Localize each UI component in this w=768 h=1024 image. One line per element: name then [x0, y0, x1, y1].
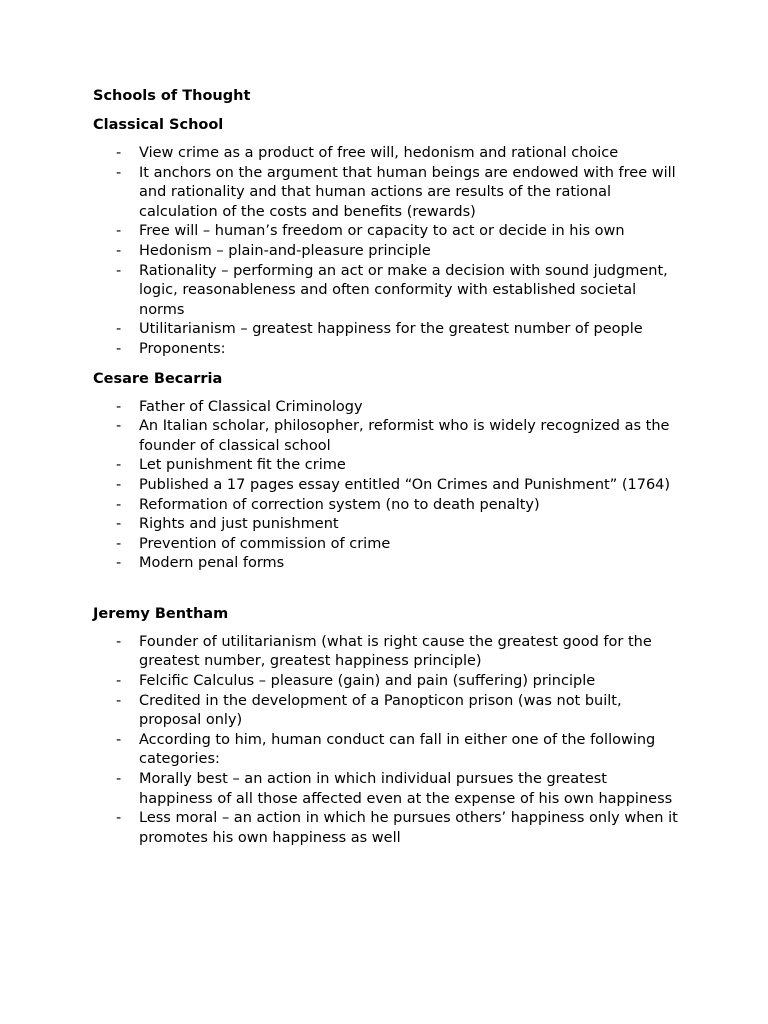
section-heading: Jeremy Bentham — [93, 605, 229, 622]
section-heading: Classical School — [93, 117, 224, 133]
bullet-dash: - — [116, 223, 122, 240]
list-item — [93, 164, 683, 223]
list-item — [93, 476, 683, 496]
bullet-dash: - — [116, 535, 122, 552]
bullet-dash: - — [116, 476, 122, 493]
bullet-dash: - — [116, 321, 122, 338]
list-item — [93, 554, 683, 574]
list-item-text: An Italian scholar, philosopher, reformist who is widely recognized as the founder of classical school — [139, 418, 670, 454]
list-item-text: Proponents: — [139, 340, 226, 357]
list-item — [93, 809, 683, 848]
bullet-dash: - — [116, 496, 122, 513]
list-item — [93, 692, 683, 731]
bullet-dash: - — [116, 164, 122, 181]
list-item-text: Hedonism – plain-and-pleasure principle — [139, 242, 431, 259]
bullet-dash: - — [116, 262, 122, 279]
bullet-dash: - — [116, 516, 122, 533]
list-item — [93, 633, 683, 672]
bullet-list — [93, 144, 683, 360]
list-item-text: Founder of utilitarianism (what is right cause the greatest good for the greatest number, greatest happiness principle) — [139, 633, 652, 670]
list-item-text: Modern penal forms — [139, 555, 285, 572]
bullet-dash: - — [116, 692, 122, 709]
list-item-text: Prevention of commission of crime — [139, 535, 391, 552]
bullet-dash: - — [116, 633, 122, 650]
list-item-text: Rationality – performing an act or make a decision with sound judgment, logic, reasonableness and often conformity with established societal norms — [139, 262, 668, 318]
list-item — [93, 417, 683, 456]
bullet-dash: - — [116, 673, 122, 690]
list-item — [93, 320, 683, 340]
document-title: Schools of Thought — [93, 88, 251, 104]
list-item-text: Published a 17 pages essay entitled “On Crimes and Punishment” (1764) — [139, 476, 671, 493]
list-item-text: Father of Classical Criminology — [139, 398, 363, 415]
list-item — [93, 535, 683, 555]
bullet-dash: - — [116, 810, 122, 827]
document-page — [93, 86, 683, 857]
list-item — [93, 515, 683, 535]
list-item-text: Let punishment fit the crime — [139, 457, 346, 474]
list-item-text: View crime as a product of free will, hedonism and rational choice — [139, 145, 619, 161]
list-item — [93, 770, 683, 809]
list-item — [93, 456, 683, 476]
list-item-text: It anchors on the argument that human beings are endowed with free will and rationality and that human actions are results of the rational calculation of the costs and benefits (rewards) — [139, 164, 676, 220]
list-item — [93, 262, 683, 321]
list-item — [93, 242, 683, 262]
section-classical-school — [93, 115, 683, 360]
bullet-dash: - — [116, 145, 122, 161]
bullet-dash: - — [116, 418, 122, 435]
list-item-text: Reformation of correction system (no to death penalty) — [139, 496, 540, 513]
section-jeremy-bentham — [93, 604, 683, 849]
bullet-dash: - — [116, 398, 122, 415]
bullet-dash: - — [116, 340, 122, 357]
bullet-dash: - — [116, 555, 122, 572]
list-item-text: Credited in the development of a Panopticon prison (was not built, proposal only) — [139, 692, 622, 729]
list-item — [93, 496, 683, 516]
list-item-text: According to him, human conduct can fall in either one of the following categories: — [139, 731, 656, 768]
list-item-text: Utilitarianism – greatest happiness for the greatest number of people — [139, 321, 643, 338]
bullet-list — [93, 398, 683, 574]
bullet-dash: - — [116, 242, 122, 259]
list-item-text: Morally best – an action in which individual pursues the greatest happiness of all those affected even at the expense of his own happiness — [139, 771, 673, 807]
bullet-dash: - — [116, 457, 122, 474]
list-item — [93, 672, 683, 692]
list-item — [93, 144, 683, 164]
list-item-text: Free will – human’s freedom or capacity to act or decide in his own — [139, 223, 625, 240]
list-item-text: Less moral – an action in which he pursues others’ happiness only when it promotes his own happiness as well — [139, 810, 678, 846]
section-heading: Cesare Becarria — [93, 370, 223, 387]
bullet-list — [93, 633, 683, 849]
list-item-text: Felcific Calculus – pleasure (gain) and pain (suffering) principle — [139, 673, 596, 690]
list-item — [93, 398, 683, 418]
bullet-dash: - — [116, 771, 122, 788]
list-item — [93, 222, 683, 242]
list-item — [93, 340, 683, 360]
list-item-text: Rights and just punishment — [139, 516, 339, 533]
section-cesare-becarria — [93, 369, 683, 574]
list-item — [93, 731, 683, 770]
bullet-dash: - — [116, 731, 122, 748]
